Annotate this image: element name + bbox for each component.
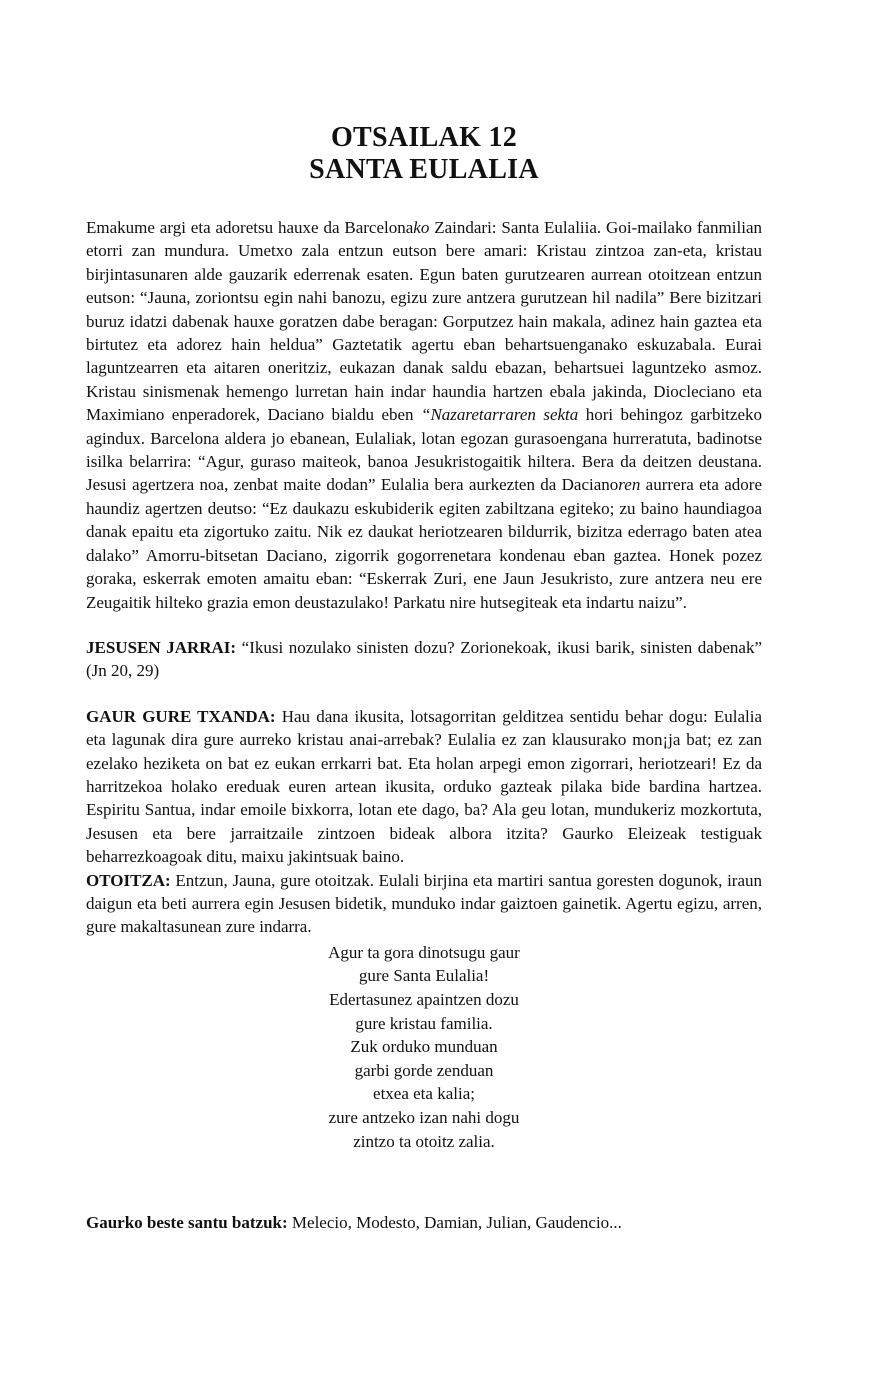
jesusen-jarrai-paragraph — [86, 636, 762, 683]
poem — [86, 941, 762, 1153]
otoitza-label: OTOITZA: — [86, 870, 171, 890]
poem-line: zintzo ta otoitz zalia. — [353, 1131, 495, 1151]
spacer — [86, 683, 762, 705]
poem-line: Zuk orduko munduan — [350, 1037, 498, 1057]
poem-line: Edertasunez apaintzen dozu — [329, 989, 519, 1009]
saint-title: SANTA EULALIA — [309, 154, 539, 185]
gaur-gure-txanda-label: GAUR GURE TXANDA: — [86, 706, 276, 726]
intro-italic-3: ren — [618, 475, 641, 495]
title-block — [86, 122, 762, 186]
poem-line: garbi gorde zenduan — [354, 1060, 494, 1080]
intro-italic-2: “Nazaretarraren sekta — [420, 405, 579, 425]
spacer — [86, 614, 762, 636]
intro-text-1: Emakume argi eta adoretsu hauxe da Barcelona — [86, 218, 414, 237]
otoitza-text: Entzun, Jauna, gure otoitzak. Eulali birjina eta martiri santua goresten dogunok, iraun daigun eta beti aurrera egin Jesusen bidetik, munduko indar gaiztoen gainetik. Agertu egizu, arren, gure makaltasunean zure indarra. — [86, 870, 762, 937]
other-saints-paragraph — [86, 1211, 762, 1234]
poem-line: gure Santa Eulalia! — [358, 966, 490, 986]
poem-line: Agur ta gora dinotsugu gaur — [328, 942, 520, 962]
intro-text-2: Zaindari: Santa Eulaliia. Goi-mailako fanmilian etorri zan mundura. Umetxo zala entzun eutson bere amari: Kristau zintzoa zan-eta, kristau birjintasunaren alde gauzarik ederrenak esaten. Egun baten gurutzearen aurrean otoitzean entzun eutson: “Jauna, zoriontsu egin nahi banozu, egizu zure antzera gurutzean hil nadila” Bere bizitzari buruz idatzi dabenak hauxe goratzen dabe beragan: Gorputzez hain makala, adinez hain gaztea eta birtutez eta adorez hain heldua” Gaztetatik agertu eban behartsuenganako eskuzabala. Eurai laguntzearren eta aitaren oneritziz, eukazan danak saldu ebazan, behartsuei laguntzeko asmoz. Kristau sinismenak hemengo lurretan hain indar haundia hartzen ebala jakinda, Diocleciano eta Maximiano enperadorek, Daciano bialdu eben — [86, 218, 762, 425]
intro-text-4: aurrera eta adore haundiz agertzen deutso: “Ez daukazu eskubiderik egiten zabiltzana egiteko; zu baino haundiagoa danak epaitu eta zigortuko zaitu. Nik ez daukat heriotzearen bildurrik, bizitza ederrago baten atea dalako” Amorru-bitsetan Daciano, zigorrik gogorrenetara kondenau eban gaztea. Honek pozez goraka, eskerrak emoten amaitu eban: “Eskerrak Zuri, ene Jaun Jesukristo, zure antzera neu ere Zeugaitik hilteko grazia emon deustazulako! Parkatu nire hutsegiteak eta indartu naizu”. — [86, 475, 762, 612]
date-title: OTSAILAK 12 — [330, 122, 518, 153]
otoitza-paragraph — [86, 869, 762, 939]
intro-text-3: hori behingoz garbitzeko agindux. Barcelona aldera jo ebanean, Eulaliak, lotan egozan gurasoengana hurreratuta, badinotse isilka belarrira: “Agur, guraso maiteok, banoa Jesukristogaitik hiltera. Bera da deitzen deustana. Jesusi agertzera noa, zenbat maite dodan” Eulalia bera aurkezten da Daciano — [86, 405, 762, 495]
gaur-gure-txanda-text: Hau dana ikusita, lotsagorritan gelditzea sentidu behar dogu: Eulalia eta lagunak dira gure aurreko kristau anai-arrebak? Eulalia ez zan klausurako mon¡ja bat; ez zan ezelako heziketa on bat ez eukan errkarri bat. Eta holan arpegi emon zigorrari, heriotzeari! Ez da harritzekoa holako ereduak euren artean ikusita, orduko gazteak pilaka bide bardina hartzea. Espiritu Santua, indar emoile bixkorra, lotan ete dago, ba? Ala geu lotan, mundukeriz mozkortuta, Jesusen eta bere jarraitzaile zintzoen bideak albora itzita? Gaurko Eleizeak testiguak beharrezkoagoak ditu, maixu jakintsuak baino. — [86, 706, 763, 867]
poem-line: gure kristau familia. — [355, 1013, 493, 1033]
other-saints-text: Melecio, Modesto, Damian, Julian, Gaudencio... — [287, 1213, 622, 1233]
jesusen-jarrai-label: JESUSEN JARRAI: — [86, 637, 237, 657]
other-saints-label: Gaurko beste santu batzuk: — [86, 1213, 288, 1233]
document-page — [86, 122, 762, 1235]
gaur-gure-txanda-paragraph — [86, 705, 762, 869]
poem-line: etxea eta kalia; — [373, 1084, 475, 1104]
intro-italic-1: ko — [413, 218, 430, 237]
jesusen-jarrai-text: “Ikusi nozulako sinisten dozu? Zorionekoak, ikusi barik, sinisten dabenak” (Jn 20, 29) — [86, 637, 762, 681]
poem-line: zure antzeko izan nahi dogu — [328, 1107, 520, 1127]
intro-paragraph — [86, 216, 762, 614]
